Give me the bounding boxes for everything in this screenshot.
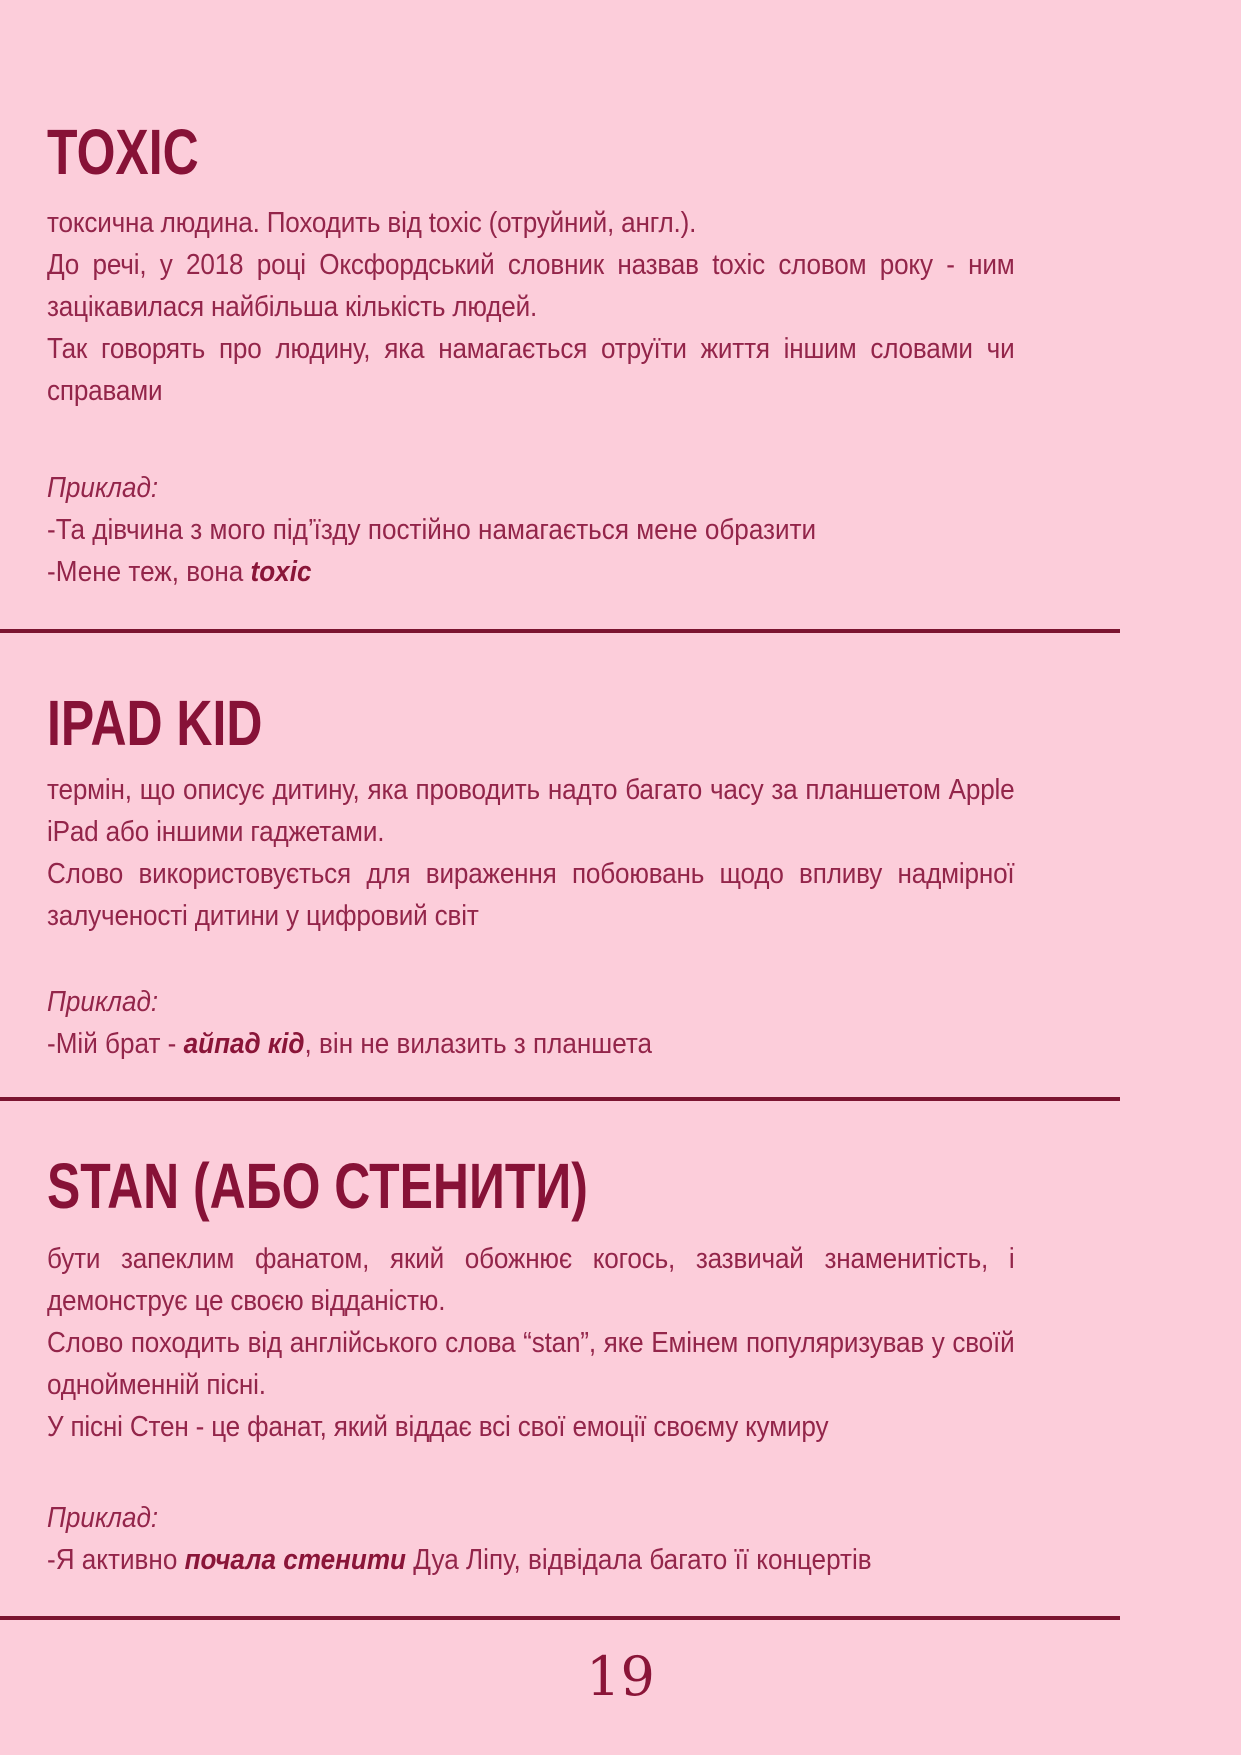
example-text: -Мій брат - — [47, 1028, 184, 1060]
example-block — [47, 981, 1015, 1065]
example-text: -Я активно — [47, 1544, 185, 1576]
definition-paragraph: токсична людина. Походить від toxic (отруйний, англ.). — [47, 207, 697, 239]
example-line — [47, 1539, 1015, 1581]
example-text: -Та дівчина з мого під’їзду постійно намагається мене образити — [47, 514, 817, 546]
entry-title: TOXIC — [47, 116, 199, 188]
entry-title: IPAD KID — [47, 687, 263, 759]
definition-paragraph: бути запеклим фанатом, який обожнює когось, зазвичай знаменитість, і демонструє це своєю відданістю. — [47, 1243, 1015, 1317]
definition-paragraph: Так говорять про людину, яка намагається отруїти життя іншим словами чи справами — [47, 333, 1015, 407]
example-block — [47, 467, 1015, 593]
page-number: 19 — [586, 1645, 655, 1708]
definition-paragraph: Слово використовується для вираження побоювань щодо впливу надмірної залученості дитини у цифровий світ — [47, 858, 1015, 932]
example-highlight: toxic — [250, 556, 312, 588]
example-highlight: почала стенити — [184, 1544, 407, 1576]
example-text: -Мене теж, вона — [47, 556, 251, 588]
example-line — [47, 551, 1015, 593]
entry-definition — [47, 769, 1015, 937]
section-divider — [0, 1097, 1120, 1101]
entry-ipad-kid — [0, 687, 1241, 1065]
definition-paragraph: До речі, у 2018 році Оксфордський словник назвав toxic словом року - ним зацікавилася найбільша кількість людей. — [47, 249, 1015, 323]
example-highlight: айпад кід — [183, 1028, 305, 1060]
entry-definition — [47, 202, 1015, 412]
definition-paragraph: термін, що описує дитину, яка проводить надто багато часу за планшетом Apple iPad або іншими гаджетами. — [47, 774, 1015, 848]
entry-definition — [47, 1238, 1015, 1448]
example-line — [47, 1023, 1015, 1065]
example-line — [47, 509, 1015, 551]
definition-paragraph: Слово походить від англійського слова “stan”, яке Емінем популяризував у своїй однойменній пісні. — [47, 1327, 1015, 1401]
section-divider — [0, 629, 1120, 633]
example-label: Приклад: — [47, 472, 159, 504]
example-text: , він не вилазить з планшета — [304, 1028, 653, 1060]
entry-stan — [0, 1150, 1241, 1581]
example-text: Дуа Ліпу, відвідала багато її концертів — [406, 1544, 872, 1576]
example-label: Приклад: — [47, 986, 159, 1018]
entry-toxic — [0, 116, 1241, 593]
example-block — [47, 1497, 1015, 1581]
definition-paragraph: У пісні Стен - це фанат, який віддає всі свої емоції своєму кумиру — [47, 1411, 829, 1443]
example-label: Приклад: — [47, 1502, 159, 1534]
entry-title: STAN (АБО СТЕНИТИ) — [47, 1150, 588, 1222]
section-divider — [0, 1616, 1120, 1620]
